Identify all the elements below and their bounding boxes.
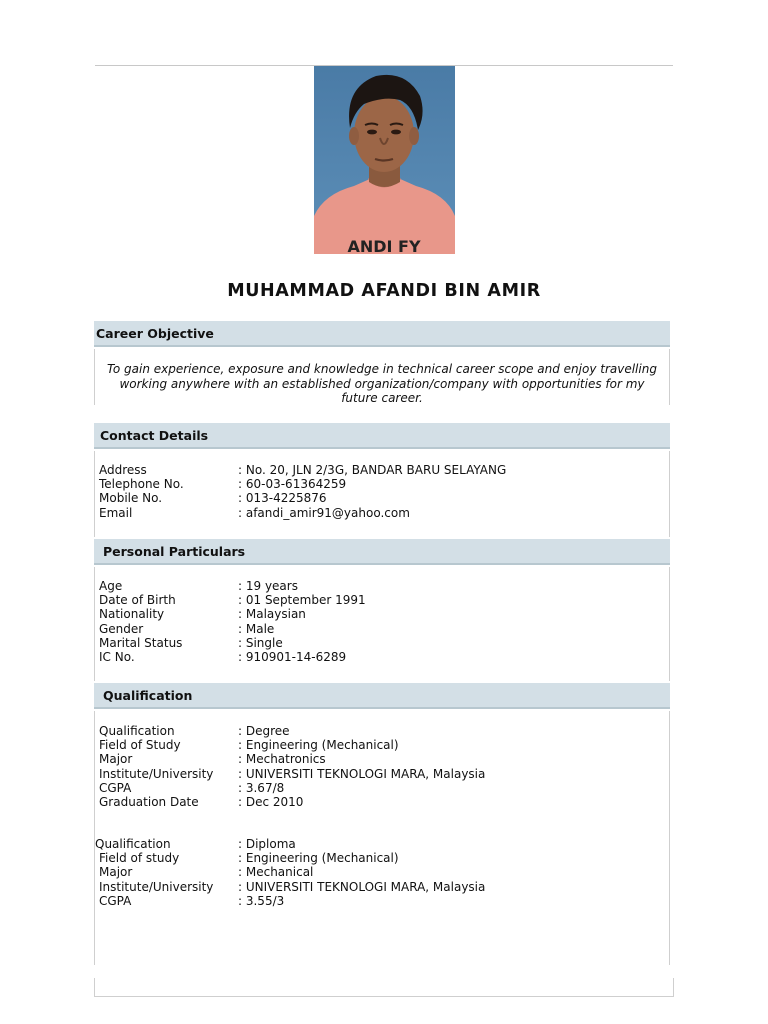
degree-row-cgpa: CGPA : 3.67/8 xyxy=(99,780,285,795)
personal-row-age: Age : 19 years xyxy=(99,579,298,593)
candidate-name: MUHAMMAD AFANDI BIN AMIR xyxy=(227,281,541,301)
degree-row-graduation: Graduation Date : Dec 2010 xyxy=(99,795,304,810)
diploma-row-field: Field of study : Engineering (Mechanical) xyxy=(99,851,399,866)
diploma-row-institute: Institute/University : UNIVERSITI TEKNOLOGI MARA, Malaysia xyxy=(99,879,486,894)
career-objective-text: To gain experience, exposure and knowledge in technical career scope and enjoy travelling working anywhere with an established organization/company with opportunities for my future career. xyxy=(107,362,657,405)
section-header-qualification: Qualification xyxy=(94,683,670,709)
shirt-print: ANDI FY xyxy=(347,237,421,254)
personal-row-dob: Date of Birth : 01 September 1991 xyxy=(99,593,366,608)
degree-row-qualification: Qualification : Degree xyxy=(99,724,290,738)
personal-particulars-list xyxy=(99,579,366,664)
diploma-row-qualification: Qualification : Diploma xyxy=(95,837,296,851)
bottom-frame xyxy=(94,978,674,997)
personal-row-marital-status: Marital Status : Single xyxy=(99,635,283,650)
diploma-row-cgpa: CGPA : 3.55/3 xyxy=(99,893,285,908)
personal-row-gender: Gender : Male xyxy=(99,621,275,636)
degree-row-institute: Institute/University : UNIVERSITI TEKNOLOGI MARA, Malaysia xyxy=(99,766,486,781)
qualification-degree-list xyxy=(99,724,485,809)
qualification-diploma-list xyxy=(95,837,485,908)
section-header-career-objective: Career Objective xyxy=(94,321,670,347)
personal-row-ic-no: IC No. : 910901-14-6289 xyxy=(99,650,347,665)
contact-row-telephone: Telephone No. : 60-03-61364259 xyxy=(99,477,347,492)
section-header-personal-particulars: Personal Particulars xyxy=(94,539,670,565)
section-header-contact-details: Contact Details xyxy=(94,423,670,449)
degree-row-field: Field of Study : Engineering (Mechanical) xyxy=(99,738,399,753)
personal-row-nationality: Nationality : Malaysian xyxy=(99,607,306,622)
degree-row-major: Major : Mechatronics xyxy=(99,752,326,767)
contact-details-list xyxy=(99,463,506,520)
contact-row-email: Email : afandi_amir91@yahoo.com xyxy=(99,505,410,520)
profile-photo xyxy=(314,66,455,254)
diploma-row-major: Major : Mechanical xyxy=(99,865,314,880)
contact-row-address: Address : No. 20, JLN 2/3G, BANDAR BARU SELAYANG xyxy=(99,463,507,477)
contact-row-mobile: Mobile No. : 013-4225876 xyxy=(99,491,327,506)
